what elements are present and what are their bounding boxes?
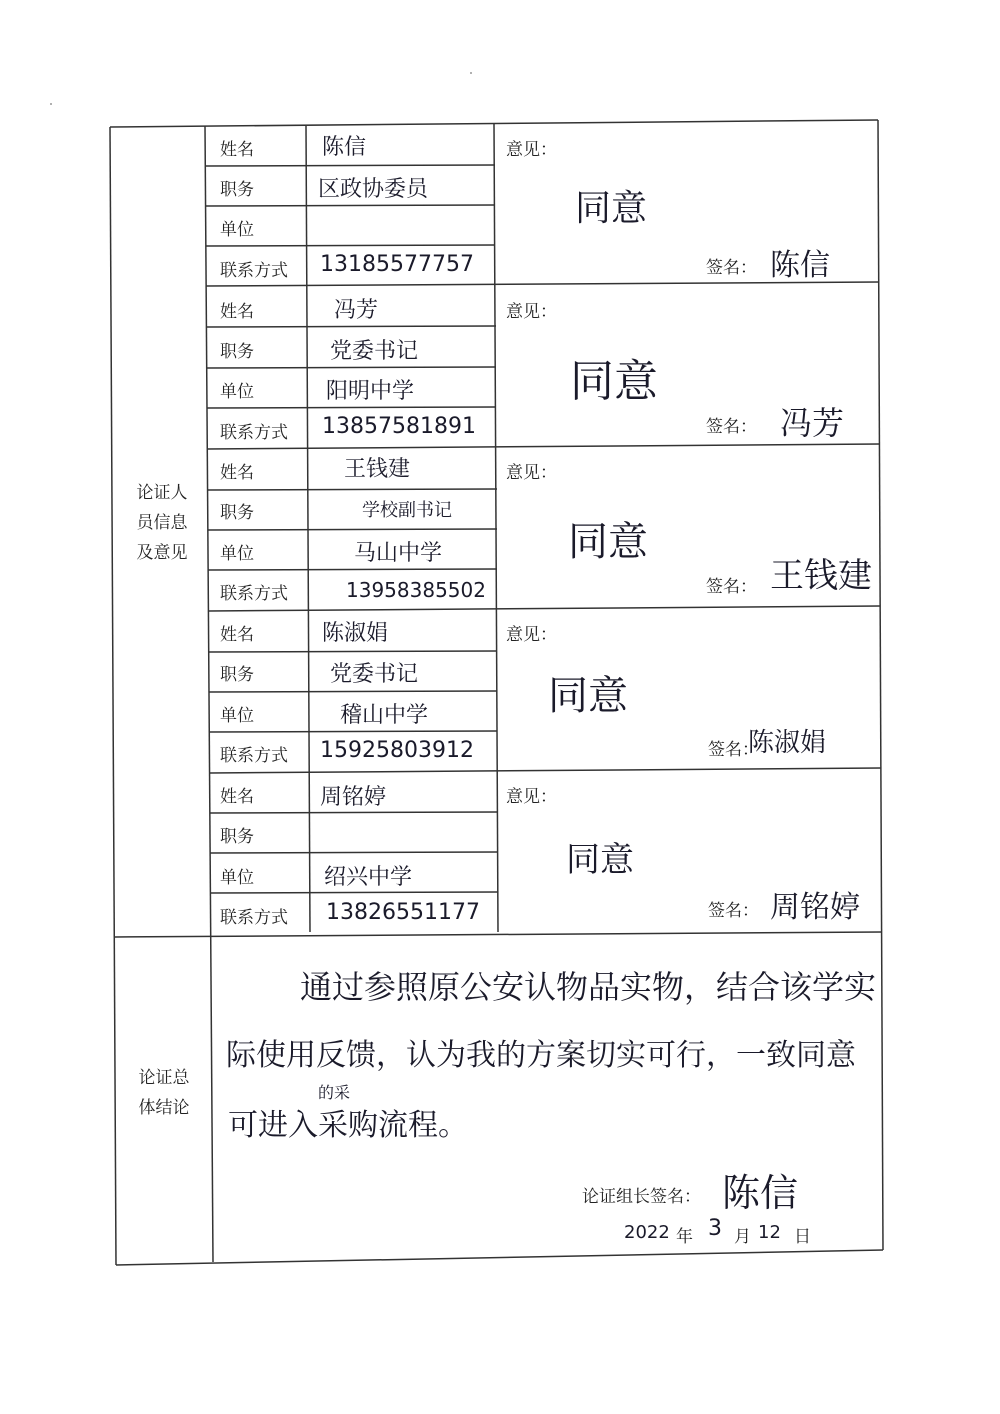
name-value: 周铭婷 — [320, 785, 387, 810]
position-value: 党委书记 — [330, 339, 419, 364]
opinion-value: 同意 — [568, 519, 648, 565]
signature-label: 签名： — [706, 417, 757, 437]
contact-value: 15925803912 — [320, 738, 474, 763]
conclusion-line: 可进入采购流程。 — [228, 1108, 468, 1143]
conclusion-label-line: 体结论 — [138, 1098, 190, 1118]
position-label: 职务 — [220, 342, 254, 362]
contact-label: 联系方式 — [220, 423, 288, 443]
unit-value: 稽山中学 — [340, 703, 429, 728]
signature-label: 签名： — [708, 901, 759, 921]
opinion-label: 意见： — [506, 302, 557, 322]
unit-value: 绍兴中学 — [324, 865, 413, 890]
conclusion-line: 通过参照原公安认物品实物，结合该学实 — [300, 968, 877, 1006]
section-label-line: 员信息 — [136, 513, 188, 533]
name-label: 姓名 — [220, 625, 254, 645]
name-value: 陈信 — [322, 135, 367, 160]
contact-value: 13958385502 — [346, 578, 486, 602]
unit-label: 单位 — [220, 706, 254, 726]
date-year-suffix: 年 — [676, 1227, 693, 1247]
leader-signature: 陈信 — [722, 1171, 799, 1215]
reviewer-section-label — [122, 478, 202, 568]
signature-label: 签名： — [708, 740, 759, 760]
section-label-line: 及意见 — [136, 543, 188, 563]
opinion-value: 同意 — [570, 356, 658, 407]
name-value: 陈淑娟 — [322, 621, 389, 646]
contact-value: 13857581891 — [322, 414, 476, 439]
name-value: 冯芳 — [334, 298, 379, 323]
contact-label: 联系方式 — [220, 908, 288, 928]
position-label: 职务 — [220, 503, 254, 523]
conclusion-section-label — [124, 1063, 204, 1123]
opinion-label: 意见： — [506, 787, 557, 807]
date-year: 2022 — [624, 1222, 670, 1243]
date-day-suffix: 日 — [794, 1227, 811, 1247]
signature-value: 陈信 — [770, 248, 830, 283]
signature-label: 签名： — [706, 577, 757, 597]
contact-label: 联系方式 — [220, 584, 288, 604]
position-value: 区政协委员 — [318, 177, 429, 202]
contact-label: 联系方式 — [220, 261, 288, 281]
name-value: 王钱建 — [344, 457, 411, 482]
unit-value: 马山中学 — [354, 541, 443, 566]
unit-value: 阳明中学 — [326, 379, 415, 404]
conclusion-insert: 的采 — [318, 1083, 351, 1102]
contact-label: 联系方式 — [220, 746, 288, 766]
name-label: 姓名 — [220, 787, 254, 807]
unit-label: 单位 — [220, 220, 254, 240]
contact-value: 13826551177 — [326, 900, 480, 925]
signature-value: 冯芳 — [780, 404, 845, 442]
position-label: 职务 — [220, 180, 254, 200]
name-label: 姓名 — [220, 140, 254, 160]
position-label: 职务 — [220, 827, 254, 847]
signature-value: 周铭婷 — [770, 890, 860, 925]
position-label: 职务 — [220, 665, 254, 685]
conclusion-label-line: 论证总 — [138, 1068, 190, 1088]
opinion-label: 意见： — [506, 463, 557, 483]
name-label: 姓名 — [220, 302, 254, 322]
opinion-value: 同意 — [566, 840, 634, 880]
unit-label: 单位 — [220, 868, 254, 888]
section-label-line: 论证人 — [136, 483, 188, 503]
leader-signature-label: 论证组长签名： — [582, 1187, 701, 1207]
opinion-value: 同意 — [575, 188, 648, 229]
unit-label: 单位 — [220, 544, 254, 564]
opinion-value: 同意 — [548, 673, 628, 719]
position-value: 学校副书记 — [362, 500, 452, 521]
contact-value: 13185577757 — [320, 252, 474, 277]
position-value: 党委书记 — [330, 662, 419, 687]
opinion-label: 意见： — [506, 625, 557, 645]
date-month-suffix: 月 — [734, 1227, 751, 1247]
date-month: 3 — [708, 1216, 722, 1241]
unit-label: 单位 — [220, 382, 254, 402]
signature-label: 签名： — [706, 258, 757, 278]
signature-value: 陈淑娟 — [748, 728, 827, 758]
conclusion-line: 际使用反馈，认为我的方案切实可行，一致同意 — [226, 1038, 856, 1073]
opinion-label: 意见： — [506, 140, 557, 160]
signature-value: 王钱建 — [770, 556, 872, 596]
name-label: 姓名 — [220, 463, 254, 483]
date-day: 12 — [758, 1222, 781, 1243]
